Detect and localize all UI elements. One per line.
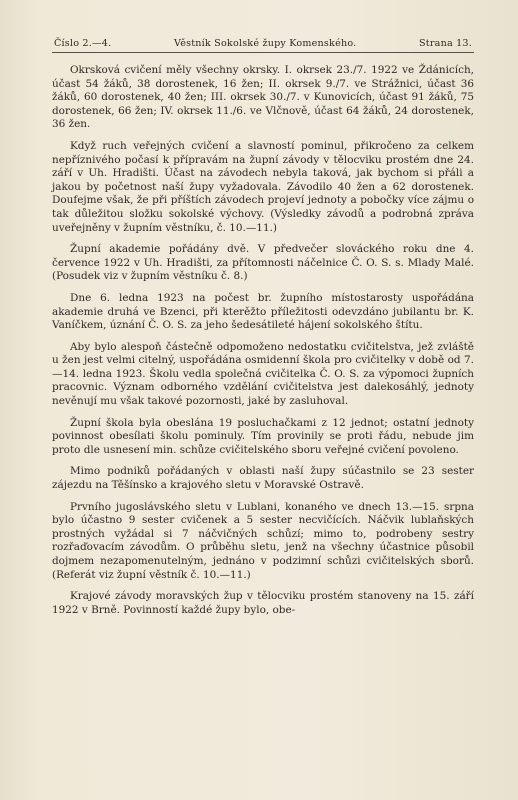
paragraph-district-exercises: Okrsková cvičení měly všechny okrsky. I. okrsek 23./7. 1922 ve Ždánicích, účast 54 žáků, 38 dorostenek, 16 žen; II. okrsek 9./7. ve Strážnici, účast 36 žáků, 60 dorostenek, 40 žen; III. okrsek 30./7. v Kunovicích, účast 91 žáků, 75 dorostenek, 66 žen; IV. okrsek 11./6. ve Vlčnově, účast 64 žáků, 24 dorostenek, 36 žen. <box>52 64 474 131</box>
paragraph-school-attendance: Župní škola byla obeslána 19 posluchačkami z 12 jednot; ostatní jednoty povinnost obesílati školu pominuly. Tím provinily se proti řádu, nebude jim proto dle usnesení min. schůze cvičitelského sboru veřejné cvičení povoleno. <box>52 416 474 456</box>
paragraph-regional-competitions: Krajové závody moravských žup v tělocviku prostém stanoveny na 15. září 1922 v Brně. Povinností každé župy bylo, obe- <box>52 590 474 616</box>
paragraph-competitions: Když ruch veřejných cvičení a slavností pominul, přikročeno za celkem nepříznivého počasí k přípravám na župní závody v tělocviku prostém dne 24. září v Uh. Hradišti. Účast na závodech nebyla taková, jak bychom si přáli a jakou by početnost naší župy vyžadovala. Závodilo 40 žen a 62 dorostenek. Doufejme však, že při příštích závodech projeví jednoty a pobočky více zájmu o tak důležitou složku sokolské výchovy. (Výsledky závodů a podrobná zpráva uveřejněny v župním věstníku, č. 10.—11.) <box>52 139 474 234</box>
paragraph-second-academy: Dne 6. ledna 1923 na počest br. župního místostarosty uspořádána akademie druhá ve Bzenci, při kterěžto příležitosti odevzdáno jubilantu br. K. Vaníčkem, úznání Č. O. S. za jeho šedesátileté hájení sokolského štítu. <box>52 291 474 332</box>
article-body <box>52 64 474 617</box>
paragraph-ljubljana-slet: Prvního jugoslávského sletu v Lublani, konaného ve dnech 13.—15. srpna bylo účastno 9 sester cvičenek a 5 sester necvičících. Náčvik lublaňských prostných vyžádal si 7 náčvičných schůzí; mimo to, podrobeny sestry rozřaďovacím závodům. O průběhu sletu, jenž na všechny účastnice působil dojmem nezapomenutelným, jednáno v podzimní schůzi cvičitelských sborů. (Referát viz župní věstník č. 10.—11.) <box>52 500 474 581</box>
issue-number: Číslo 2.—4. <box>54 38 112 49</box>
paragraph-academies: Župní akademie pořádány dvě. V předvečer slováckého roku dne 4. července 1922 v Uh. Hradišti, za přítomnosti náčelnice Č. O. S. s. Mlady Malé. (Posudek viz v župním věstníku č. 8.) <box>52 243 474 283</box>
publication-title: Věstník Sokolské župy Komenského. <box>173 38 357 49</box>
header-rule <box>52 52 474 53</box>
page-header <box>52 38 474 52</box>
page-number: Strana 13. <box>419 38 472 49</box>
paragraph-ostrava-slet: Mimo podniků pořádaných v oblasti naší župy súčastnilo se 23 sester zájezdu na Těšínsko a krajového sletu v Moravské Ostravě. <box>52 465 474 492</box>
paragraph-instructor-school: Aby bylo alespoň částečně odpomoženo nedostatku cvičitelstva, jež zvláště u žen jest velmi citelný, uspořádána osmidenní škola pro cvičitelky v době od 7.—14. ledna 1923. Školu vedla společná cvičitelka Č. O. S. za výpomoci župních pracovnic. Význam odborného vzdělání cvičitelstva jest dalekosáhlý, jednoty nevěnují mu však takové pozornosti, jaké by zasluhoval. <box>52 340 474 408</box>
